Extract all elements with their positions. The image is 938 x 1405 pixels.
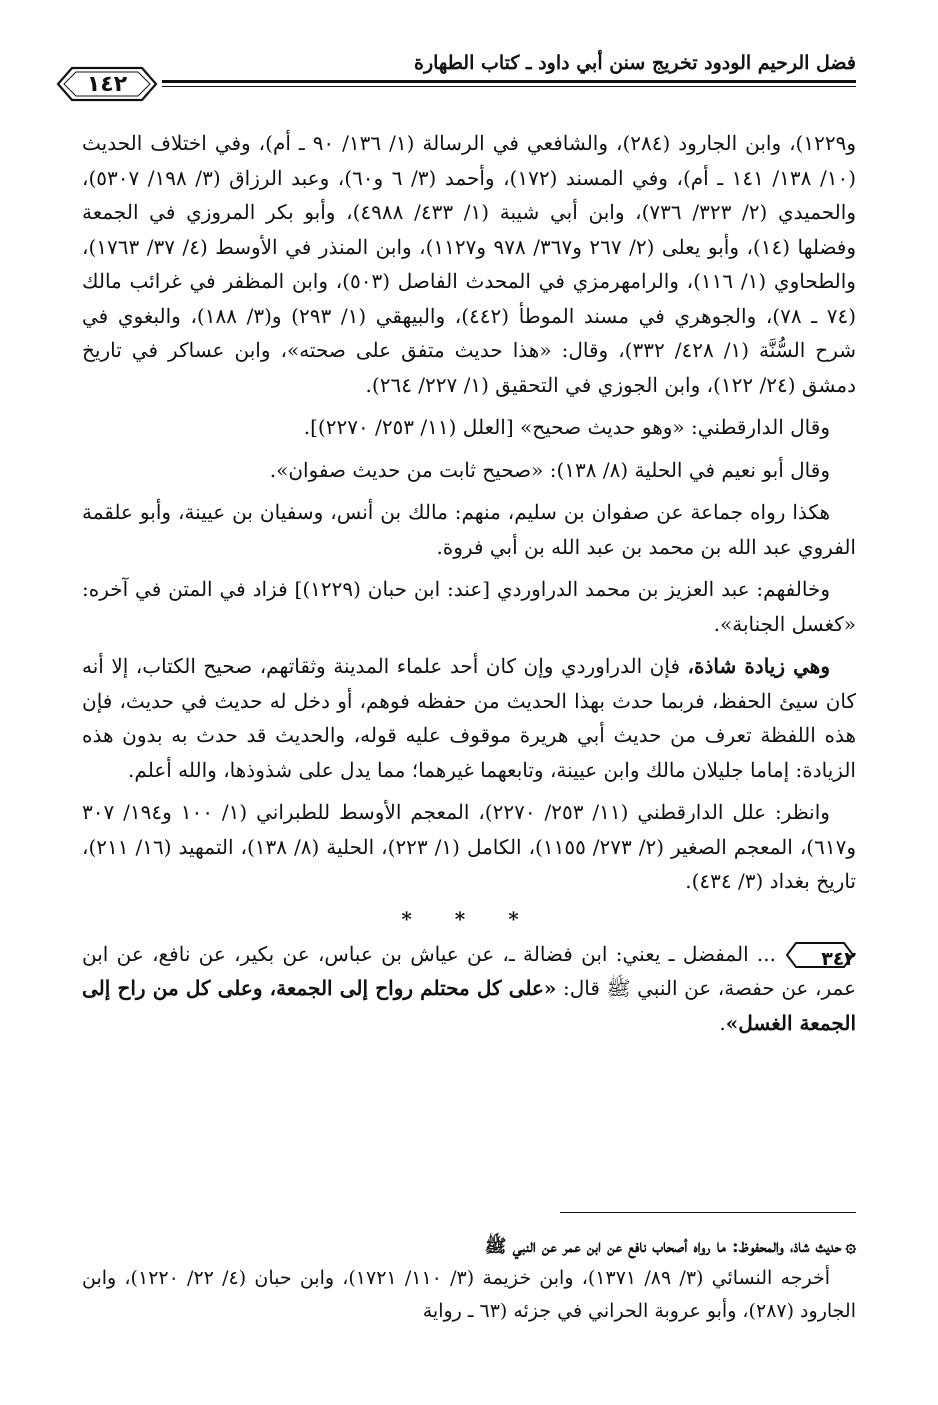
shadh-rest: فإن الدراوردي وإن كان أحد علماء المدينة وثقاتهم، صحيح الكتاب، إلا أنه كان سيئ الحفظ، فربما حدث بهذا الحديث من حفظه فوهم، أو دخل له حديث في حديث، فإن هذه اللفظة تعرف من حديث أبي هريرة موقوف عليه قوله، والحديث قد حدث به بدون هذه الزيادة: إماما جليلان مالك وابن عيينة، وتابعهما غيرهما؛ مما يدل على شذوذها، والله أعلم.	[82, 654, 856, 782]
paragraph-narrators: هكذا رواه جماعة عن صفوان بن سليم، منهم: مالك بن أنس، وسفيان بن عيينة، وأبو علقمة الفروي عبد الله بن محمد بن عبد الله بن أبي فروة.	[82, 500, 856, 559]
paragraph-see-also: وانظر: علل الدارقطني (١١/ ٢٥٣/ ٢٢٧٠)، المعجم الأوسط للطبراني (١/ ١٠٠ و١٩٤/ ٣٠٧ و٦١٧)، المعجم الصغير (٢/ ٢٧٣/ ١١٥٥)، الكامل (١/ ٢٢٣)، الحلية (٨/ ١٣٨)، التمهيد (١٦/ ٢١١)، تاريخ بغداد (٣/ ٤٣٤).	[82, 800, 856, 893]
hadith-number: ٣٤٢	[821, 948, 856, 970]
running-header	[82, 52, 856, 78]
hadith-number-badge	[784, 940, 856, 970]
paragraph-darawardi: وخالفهم: عبد العزيز بن محمد الدراوردي [عند: ابن حبان (١٢٢٩)] فزاد في المتن في آخره: «كغسل الجنابة».	[82, 577, 856, 636]
page-number-badge	[52, 64, 162, 104]
header-title: فضل الرحيم الودود تخريج سنن أبي داود ـ كتاب الطهارة	[414, 52, 856, 74]
paragraph-abu-nuaym: وقال أبو نعيم في الحلية (٨/ ١٣٨): «صحيح ثابت من حديث صفوان».	[269, 457, 830, 482]
footnote-section	[82, 1232, 856, 1328]
footnote-text: أخرجه النسائي (٣/ ٨٩/ ١٣٧١)، وابن خزيمة (٣/ ١١٠/ ١٧٢١)، وابن حبان (٤/ ٢٢/ ١٢٢٠)، وابن الجارود (٢٨٧)، وأبو عروبة الحراني في جزئه (٦٣ ـ رواية	[82, 1267, 856, 1322]
paragraph-daraqutni: وقال الدارقطني: «وهو حديث صحيح» [العلل (١١/ ٢٥٣/ ٢٢٧٠)].	[303, 415, 830, 439]
page-number: ١٤٢	[86, 71, 128, 97]
hadith-matn: «على كل محتلم رواح إلى الجمعة، وعلى كل من راح إلى الجمعة الغسل»	[82, 976, 856, 1035]
hadith-end: .	[719, 1010, 726, 1035]
header-rule-thin	[82, 86, 856, 87]
hadith-paragraph	[82, 937, 856, 1041]
shadh-lead: وهي زيادة شاذة،	[687, 654, 830, 678]
main-text	[82, 126, 856, 1048]
paragraph-shadh	[82, 649, 856, 787]
section-separator: * * *	[401, 906, 537, 931]
paragraph-takhrij: و١٢٢٩)، وابن الجارود (٢٨٤)، والشافعي في الرسالة (١/ ١٣٦/ ٩٠ ـ أم)، وفي اختلاف الحديث (١٠/ ١٣٨/ ١٤١ ـ أم)، وفي المسند (١٧٢)، وأحمد (٣/ ٦ و٦٠)، وعبد الرزاق (٣/ ١٩٨/ ٥٣٠٧)، والحميدي (٢/ ٣٢٣/ ٧٣٦)، وابن أبي شيبة (١/ ٤٣٣/ ٤٩٨٨)، وأبو بكر المروزي في الجمعة وفضلها (١٤)، وأبو يعلى (٢/ ٢٦٧ و٣٦٧/ ٩٧٨ و١١٢٧)، وابن المنذر في الأوسط (٤/ ٣٧/ ١٧٦٣)، والطحاوي (١/ ١١٦)، والرامهرمزي في المحدث الفاصل (٥٠٣)، وابن المظفر في غرائب مالك (٧٤ ـ ٧٨)، والجوهري في مسند الموطأ (٤٤٢)، والبيهقي (١/ ٢٩٣) و(٣/ ١٨٨)، والبغوي في شرح السُّنَّة (١/ ٤٢٨/ ٣٣٢)، وقال: «هذا حديث متفق على صحته»، وابن عساكر في تاريخ دمشق (٢٤/ ١٢٢)، وابن الجوزي في التحقيق (١/ ٢٢٧/ ٢٦٤).	[82, 131, 856, 397]
footnote-heading	[82, 1232, 856, 1262]
hadith-isnad: ... المفضل ـ يعني: ابن فضالة ـ، عن عياش بن عباس، عن بكير، عن نافع، عن ابن عمر، عن حفصة، عن النبي ﷺ قال:	[82, 941, 856, 1000]
footnote-heading-text: حديث شاذ، والمحفوظ: ما رواه أصحاب نافع عن ابن عمر عن النبي ﷺ	[484, 1236, 842, 1257]
footnote-mark-icon: ۞	[845, 1236, 856, 1257]
header-rule-thick	[82, 80, 856, 83]
footnote-rule	[560, 1212, 856, 1213]
